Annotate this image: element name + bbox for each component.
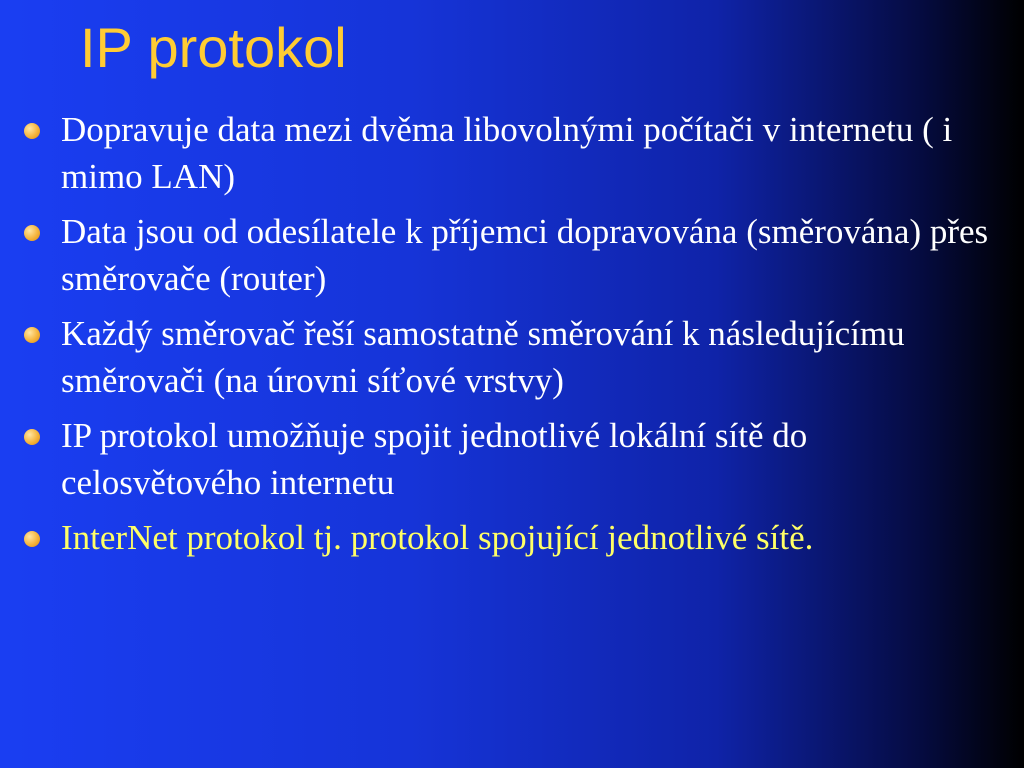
bullet-text: Data jsou od odesílatele k příjemci dopravována (směrována) přes směrovače (router) — [61, 212, 989, 298]
bullet-dot-icon — [24, 327, 40, 343]
slide-title: IP protokol — [80, 16, 347, 79]
bullet-dot-icon — [24, 531, 40, 547]
bullet-text: InterNet protokol tj. protokol spojující jednotlivé sítě. — [61, 518, 814, 557]
bullet-text: IP protokol umožňuje spojit jednotlivé lokální sítě do celosvětového internetu — [61, 416, 808, 502]
bullet-text: Každý směrovač řeší samostatně směrování k následujícímu směrovači (na úrovni síťové vrstvy) — [61, 314, 905, 400]
bullet-item — [20, 208, 1010, 302]
bullet-item — [20, 106, 1010, 200]
bullet-text: Dopravuje data mezi dvěma libovolnými počítači v internetu ( i mimo LAN) — [61, 110, 953, 196]
bullet-dot-icon — [24, 429, 40, 445]
bullet-list — [20, 106, 1010, 569]
bullet-dot-icon — [24, 123, 40, 139]
bullet-dot-icon — [24, 225, 40, 241]
bullet-item — [20, 412, 1010, 506]
bullet-item-highlighted — [20, 514, 1010, 561]
bullet-item — [20, 310, 1010, 404]
